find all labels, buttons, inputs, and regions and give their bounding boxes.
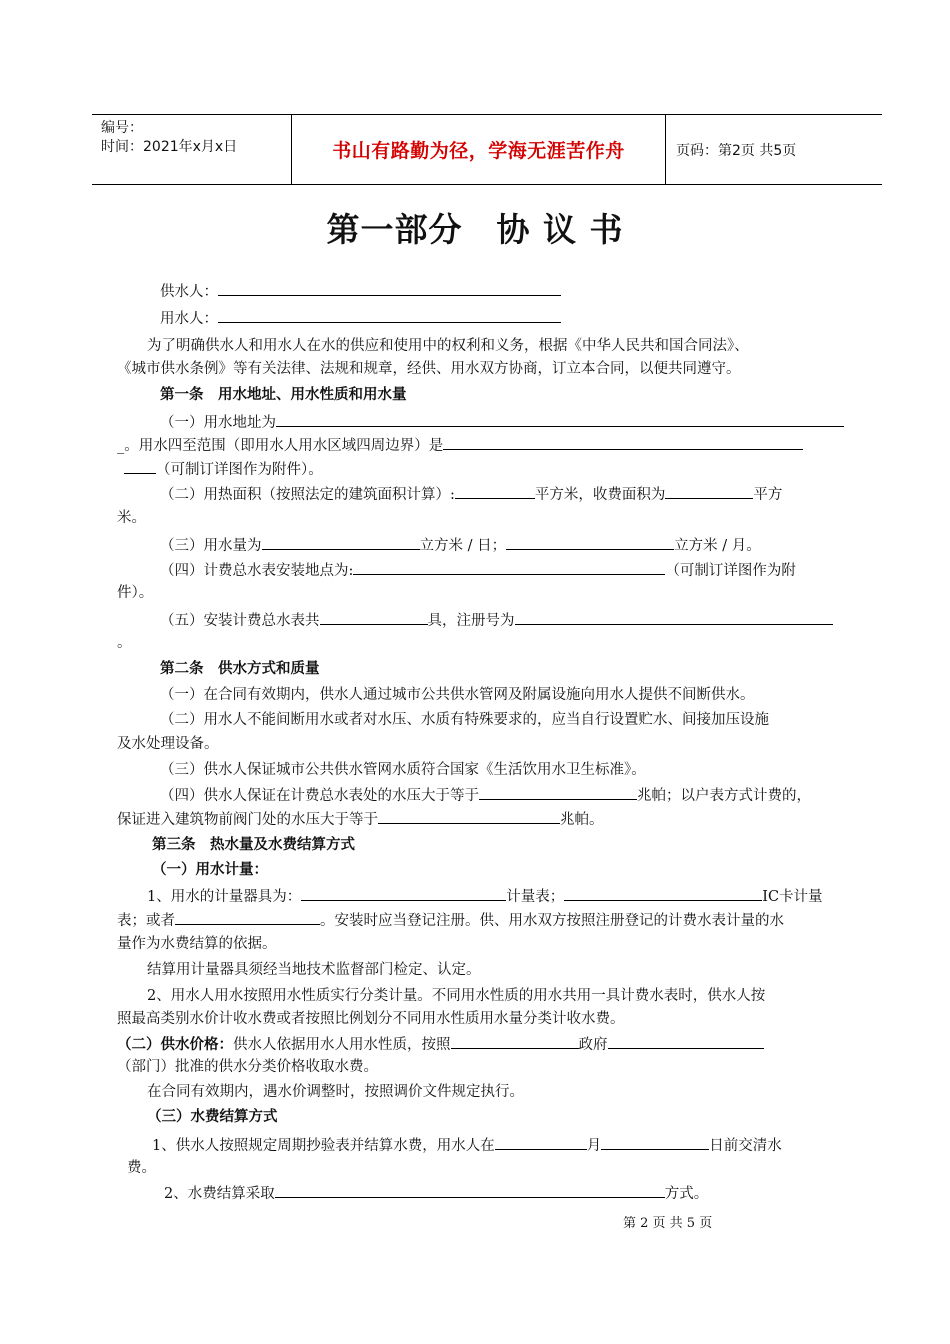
article-2-title: 第二条 供水方式和质量 (160, 661, 320, 677)
a3-price-label: 供水人依据用水人用水性质，按照 (233, 1037, 451, 1053)
a1-volume-label: （三）用水量为 (160, 538, 262, 554)
valve-pressure-blank[interactable] (378, 809, 560, 824)
a1-range-label: _。用水四至范围（即用水人用水区域四周边界）是 (117, 438, 444, 454)
a2-valve-pressure-unit: 兆帕。 (560, 812, 604, 828)
a3-section-2-title: （二）供水价格： (117, 1037, 233, 1053)
a3-price-adjust-line: 在合同有效期内，遇水价调整时，按照调价文件规定执行。 (147, 1084, 524, 1100)
supplier-blank[interactable] (218, 281, 561, 296)
a3-billing-line (152, 1135, 782, 1156)
a2-item-1: （一）在合同有效期内，供水人通过城市公共供水管网及附属设施向用水人提供不间断供水。 (160, 687, 755, 703)
range-blank-2[interactable] (124, 459, 156, 474)
a3-classify-cont: 照最高类别水价计收水费或者按照比例划分不同用水性质用水量分类计收水费。 (117, 1011, 625, 1027)
user-line (160, 308, 561, 329)
a1-meter-location-line (160, 560, 796, 581)
address-blank[interactable] (276, 412, 844, 427)
a2-item-4-cont (117, 809, 604, 830)
a1-attach-line (124, 459, 323, 480)
user-label: 用水人： (160, 311, 218, 327)
a3-basis-line: 量作为水费结算的依据。 (117, 936, 277, 952)
a1-volume-line (160, 535, 761, 556)
a1-daily-unit: 立方米 / 日； (419, 538, 507, 554)
ic-card-blank[interactable] (564, 886, 762, 901)
a3-settlement-label: 2、水费结算采取 (164, 1186, 275, 1202)
a2-item-3: （三）供水人保证城市公共供水管网水质符合国家《生活饮用水卫生标准》。 (160, 762, 646, 778)
a1-meter-location-label: （四）计费总水表安装地点为: (160, 563, 354, 579)
a1-address-line (160, 412, 844, 433)
charge-area-blank[interactable] (665, 484, 753, 499)
monthly-volume-blank[interactable] (506, 535, 674, 550)
a1-monthly-unit: 立方米 / 月。 (674, 538, 761, 554)
a3-billing-cont: 费。 (127, 1160, 156, 1176)
article-3-title: 第三条 热水量及水费结算方式 (152, 837, 355, 853)
a2-item-2: （二）用水人不能间断用水或者对水压、水质有特殊要求的，应当自行设置贮水、间接加压设施 (160, 712, 769, 728)
a1-meter-count-line (160, 610, 833, 631)
a3-meter-type-label: 1、用水的计量器具为： (147, 889, 302, 905)
header-page-label: 页码：第2页 共5页 (676, 142, 797, 159)
a1-area-label: （二）用热面积（按照法定的建筑面积计算）: (160, 487, 455, 503)
a3-meter-type-line (147, 886, 823, 907)
meter-type-blank[interactable] (301, 886, 506, 901)
a3-section-1-title: （一）用水计量： (152, 862, 268, 878)
a3-register-text: 。安装时应当登记注册。供、用水双方按照注册登记的计费水表计量的水 (320, 913, 784, 929)
government-blank[interactable] (608, 1034, 764, 1049)
a3-settlement-line (164, 1183, 708, 1204)
supplier-label: 供水人： (160, 284, 218, 300)
a3-price-cont: （部门）批准的供水分类价格收取水费。 (117, 1059, 378, 1075)
a1-area-line (160, 484, 782, 505)
a1-register-label: 具，注册号为 (427, 613, 515, 629)
a1-range-line (117, 435, 803, 456)
a2-valve-pressure-label: 保证进入建筑物前阀门处的水压大于等于 (117, 812, 378, 828)
a2-item-4 (160, 785, 811, 806)
a1-charge-label: 平方米，收费面积为 (534, 487, 666, 503)
a2-item-2-cont: 及水处理设备。 (117, 736, 219, 752)
a2-pressure-label: （四）供水人保证在计费总水表处的水压大于等于 (160, 788, 479, 804)
a3-ic-card-label: IC卡计量 (762, 889, 823, 905)
page-footer: 第 2 页 共 5 页 (623, 1216, 713, 1231)
number-label: 编号： (101, 120, 143, 136)
settlement-method-blank[interactable] (275, 1183, 665, 1198)
article-1-title: 第一条 用水地址、用水性质和用水量 (160, 387, 407, 403)
document-header (92, 114, 882, 185)
a3-or-label: 表；或者 (117, 913, 175, 929)
billing-month-blank[interactable] (495, 1135, 587, 1150)
a3-day-label: 日前交清水 (709, 1138, 782, 1154)
header-meta (92, 115, 292, 184)
a3-section-3-title: （三）水费结算方式 (147, 1109, 278, 1125)
a3-month-label: 月 (586, 1138, 602, 1154)
a1-meter-location-line-2: 件）。 (117, 585, 154, 601)
a3-meter-unit: 计量表； (506, 889, 565, 905)
a1-attach-label: （可制订详图作为附件）。 (156, 462, 323, 478)
a3-method-label: 方式。 (664, 1186, 709, 1202)
a1-address-label: （一）用水地址为 (160, 415, 276, 431)
a3-calibration-line: 结算用计量器具须经当地技术监督部门检定、认定。 (147, 962, 481, 978)
time-label: 时间：2021年x月x日 (101, 139, 238, 155)
a3-government-label: 政府 (578, 1037, 608, 1053)
header-motto: 书山有路勤为径，学海无涯苦作舟 (292, 115, 666, 184)
a3-billing-label: 1、供水人按照规定周期抄验表并结算水费，用水人在 (152, 1138, 495, 1154)
register-number-blank[interactable] (515, 610, 833, 625)
other-meter-blank[interactable] (175, 910, 320, 925)
intro-line-1: 为了明确供水人和用水人在水的供应和使用中的权利和义务，根据《中华人民共和国合同法》、 (147, 338, 749, 354)
meter-location-blank[interactable] (353, 560, 665, 575)
price-authority-blank[interactable] (451, 1034, 579, 1049)
a1-meter-count-line-2: 。 (117, 635, 132, 651)
a1-area-line-2: 米。 (117, 510, 146, 526)
a3-price-line (117, 1034, 764, 1055)
range-blank[interactable] (443, 435, 803, 450)
a2-pressure-unit: 兆帕；以户表方式计费的， (637, 788, 811, 804)
billing-day-blank[interactable] (601, 1135, 709, 1150)
a3-meter-type-cont (117, 910, 784, 931)
a1-sqm-label: 平方 (753, 487, 783, 503)
meter-count-blank[interactable] (320, 610, 428, 625)
intro-line-2: 《城市供水条例》等有关法律、法规和规章，经供、用水双方协商，订立本合同，以便共同遵守。 (117, 361, 741, 377)
pressure-blank[interactable] (479, 785, 637, 800)
a1-meter-count-label: （五）安装计费总水表共 (160, 613, 320, 629)
user-blank[interactable] (218, 308, 561, 323)
a1-meter-location-note: （可制订详图作为附 (665, 563, 796, 579)
area-blank[interactable] (455, 484, 535, 499)
page-title: 第一部分 协 议 书 (326, 210, 624, 249)
supplier-line (160, 281, 561, 302)
a3-classify-line: 2、用水人用水按照用水性质实行分类计量。不同用水性质的用水共用一具计费水表时，供水人按 (147, 988, 766, 1004)
daily-volume-blank[interactable] (262, 535, 420, 550)
